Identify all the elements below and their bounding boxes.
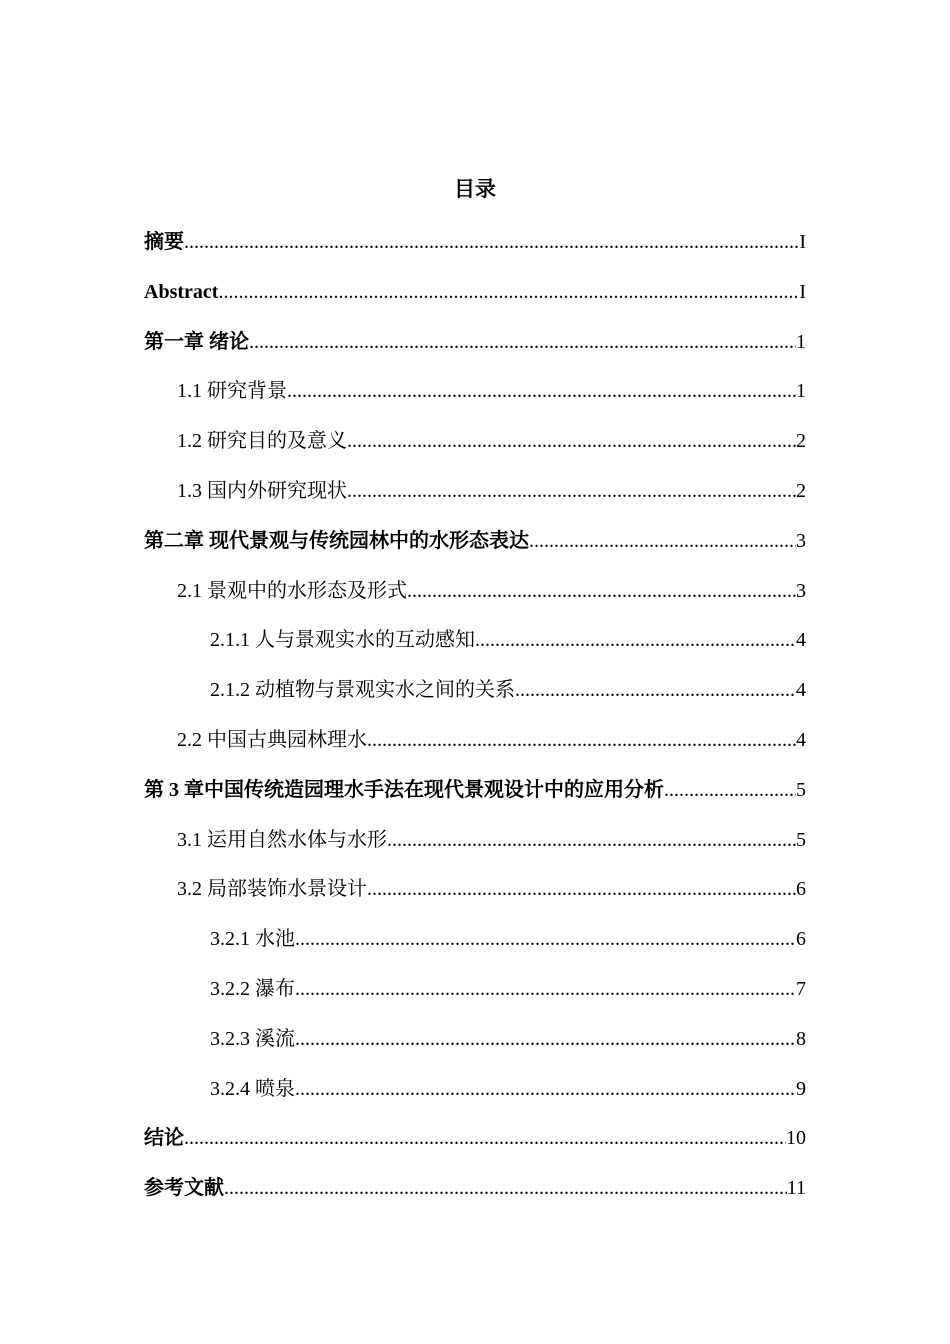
toc-dot-leader bbox=[347, 425, 796, 457]
toc-entry-conclusion[interactable] bbox=[144, 1122, 806, 1172]
toc-entry-page: 5 bbox=[796, 828, 806, 851]
toc-dot-leader bbox=[295, 1023, 796, 1055]
toc-entry-label: 第二章 现代景观与传统园林中的水形态表达 bbox=[144, 529, 529, 552]
toc-dot-leader bbox=[347, 475, 796, 507]
toc-dot-leader bbox=[184, 226, 799, 258]
toc-dot-leader bbox=[367, 724, 796, 756]
toc-entry-label: 第一章 绪论 bbox=[144, 330, 249, 353]
toc-entry-3-2[interactable] bbox=[144, 873, 806, 923]
toc-dot-leader bbox=[249, 326, 796, 358]
toc-entry-label: 参考文献 bbox=[144, 1177, 224, 1200]
toc-entry-1-3[interactable] bbox=[144, 475, 806, 525]
toc-dot-leader bbox=[475, 624, 796, 656]
toc-dot-leader bbox=[224, 1172, 787, 1204]
toc-dot-leader bbox=[387, 824, 796, 856]
toc-entry-label: 2.1.1 人与景观实水的互动感知 bbox=[210, 629, 475, 652]
toc-entry-label: 摘要 bbox=[144, 231, 184, 253]
toc-dot-leader bbox=[367, 873, 796, 905]
toc-entry-page: 7 bbox=[796, 977, 806, 1000]
toc-entry-3-2-2[interactable] bbox=[144, 973, 806, 1023]
toc-entry-page: 1 bbox=[796, 330, 806, 353]
toc-entry-page: 8 bbox=[796, 1027, 806, 1050]
toc-dot-leader bbox=[407, 575, 796, 607]
toc-title: 目录 bbox=[454, 177, 496, 201]
toc-dot-leader bbox=[295, 923, 796, 955]
toc-entry-label: 3.2.4 喷泉 bbox=[210, 1077, 295, 1100]
toc-entry-page: 11 bbox=[786, 1177, 806, 1200]
toc-entry-page: 6 bbox=[796, 878, 806, 901]
toc-entry-1-2[interactable] bbox=[144, 425, 806, 475]
toc-entry-page: 6 bbox=[796, 928, 806, 951]
toc-dot-leader bbox=[184, 1122, 786, 1154]
toc-entry-page: 5 bbox=[796, 778, 806, 801]
toc-entry-label: 2.1 景观中的水形态及形式 bbox=[177, 579, 407, 602]
toc-entry-page: I bbox=[799, 231, 806, 253]
toc-entry-1-1[interactable] bbox=[144, 375, 806, 425]
toc-entry-2-1-1[interactable] bbox=[144, 624, 806, 674]
toc-entry-page: 4 bbox=[796, 728, 806, 751]
toc-entry-page: 9 bbox=[796, 1077, 806, 1100]
toc-entry-label: 1.3 国内外研究现状 bbox=[177, 479, 347, 502]
toc-dot-leader bbox=[515, 674, 796, 706]
table-of-contents bbox=[144, 226, 806, 1222]
toc-entry-3-2-4[interactable] bbox=[144, 1073, 806, 1123]
toc-entry-label: Abstract bbox=[144, 280, 219, 303]
toc-entry-page: I bbox=[799, 280, 806, 303]
toc-entry-label: 3.2.3 溪流 bbox=[210, 1027, 295, 1050]
toc-entry-page: 1 bbox=[796, 380, 806, 403]
toc-entry-3-2-1[interactable] bbox=[144, 923, 806, 973]
toc-dot-leader bbox=[218, 276, 799, 308]
toc-entry-chapter-3[interactable] bbox=[144, 774, 806, 824]
toc-entry-references[interactable] bbox=[144, 1172, 806, 1222]
toc-entry-label: 结论 bbox=[144, 1127, 184, 1150]
toc-entry-page: 4 bbox=[796, 629, 806, 652]
toc-entry-2-1[interactable] bbox=[144, 575, 806, 625]
toc-entry-page: 3 bbox=[796, 529, 806, 552]
toc-dot-leader bbox=[664, 774, 796, 806]
toc-entry-label: 2.1.2 动植物与景观实水之间的关系 bbox=[210, 679, 515, 702]
toc-entry-page: 3 bbox=[796, 579, 806, 602]
toc-entry-label: 1.1 研究背景 bbox=[177, 380, 287, 403]
toc-entry-2-1-2[interactable] bbox=[144, 674, 806, 724]
toc-dot-leader bbox=[295, 1073, 796, 1105]
toc-entry-abstract-cn[interactable] bbox=[144, 226, 806, 276]
toc-entry-page: 2 bbox=[796, 430, 806, 453]
toc-entry-label: 第 3 章中国传统造园理水手法在现代景观设计中的应用分析 bbox=[144, 778, 664, 801]
toc-entry-label: 1.2 研究目的及意义 bbox=[177, 430, 347, 453]
toc-entry-label: 2.2 中国古典园林理水 bbox=[177, 728, 367, 751]
toc-entry-abstract-en[interactable] bbox=[144, 276, 806, 326]
toc-entry-label: 3.2 局部装饰水景设计 bbox=[177, 878, 367, 901]
toc-entry-chapter-2[interactable] bbox=[144, 525, 806, 575]
toc-entry-2-2[interactable] bbox=[144, 724, 806, 774]
toc-entry-page: 2 bbox=[796, 479, 806, 502]
toc-dot-leader bbox=[295, 973, 796, 1005]
toc-entry-3-2-3[interactable] bbox=[144, 1023, 806, 1073]
toc-dot-leader bbox=[529, 525, 796, 557]
toc-dot-leader bbox=[287, 375, 796, 407]
toc-entry-label: 3.2.1 水池 bbox=[210, 928, 295, 951]
toc-entry-3-1[interactable] bbox=[144, 824, 806, 874]
toc-entry-page: 10 bbox=[786, 1127, 806, 1150]
toc-entry-chapter-1[interactable] bbox=[144, 326, 806, 376]
toc-entry-page: 4 bbox=[796, 679, 806, 702]
toc-entry-label: 3.1 运用自然水体与水形 bbox=[177, 828, 387, 851]
toc-entry-label: 3.2.2 瀑布 bbox=[210, 977, 295, 1000]
